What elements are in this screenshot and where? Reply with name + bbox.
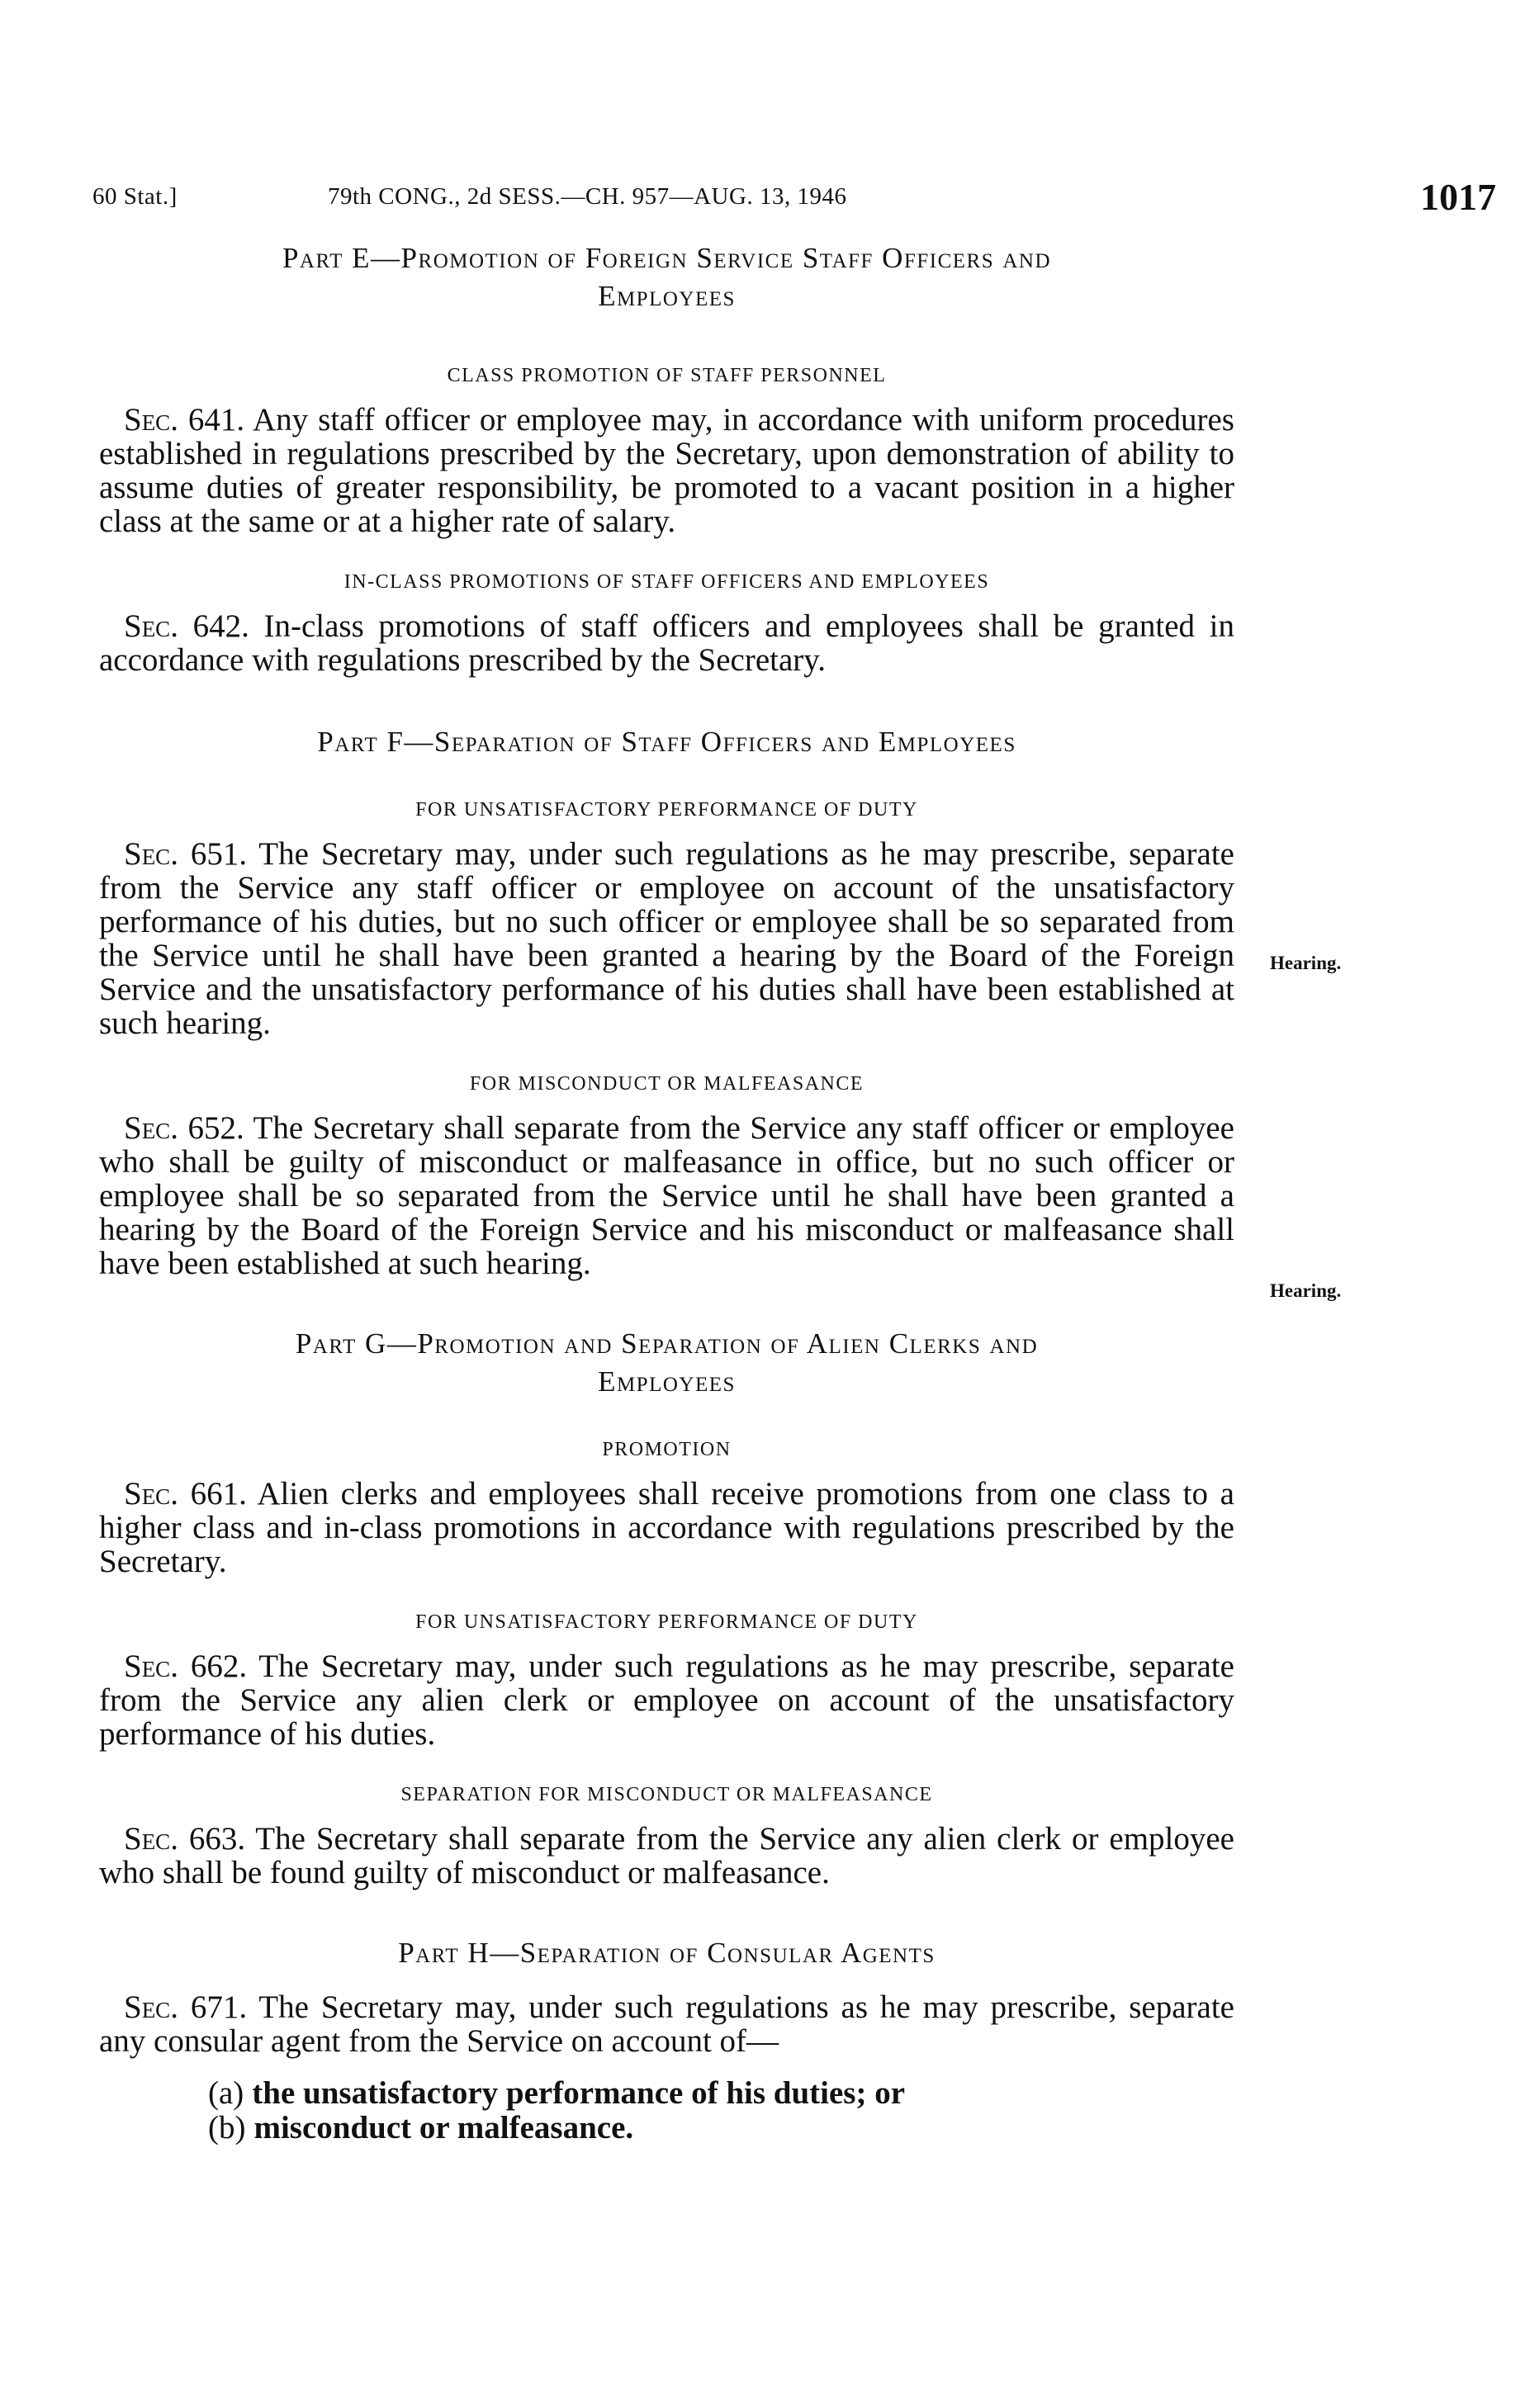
- item-a-text: the unsatisfactory performance of his duties; or: [252, 2075, 906, 2111]
- running-head: [92, 175, 1496, 225]
- page-number: 1017: [1420, 176, 1496, 218]
- volume-reference: 60 Stat.]: [92, 183, 178, 210]
- section-651-body: The Secretary may, under such regulations as he may prescribe, separate from the Service any staff officer or employee on account of the unsatisfactory performance of his duties, but no such officer or employee shall be so separated from the Service until he shall have been granted a hearing by the Board of the Foreign Service and the unsatisfactory performance of his duties shall have been established at such hearing.: [99, 836, 1234, 1041]
- section-651-label: Sec. 651.: [124, 836, 248, 872]
- section-641-heading: CLASS PROMOTION OF STAFF PERSONNEL: [447, 365, 887, 386]
- section-671-item-b: [99, 2111, 1234, 2145]
- item-b-text: misconduct or malfeasance.: [253, 2110, 634, 2145]
- section-652-text: [99, 1111, 1234, 1280]
- item-b-mark: (b): [208, 2110, 246, 2145]
- part-g-title-line1: Part G—Promotion and Separation of Alien Clerks and: [295, 1327, 1039, 1360]
- section-671-body: The Secretary may, under such regulations as he may prescribe, separate any consular agent from the Service on account of—: [99, 1989, 1234, 2059]
- section-671-label: Sec. 671.: [124, 1989, 248, 2025]
- section-652-heading: FOR MISCONDUCT OR MALFEASANCE: [469, 1073, 864, 1095]
- section-663-body: The Secretary shall separate from the Service any alien clerk or employee who shall be found guilty of misconduct or malfeasance.: [99, 1821, 1234, 1890]
- part-g-title-line2: Employees: [598, 1365, 736, 1398]
- section-651-heading: FOR UNSATISFACTORY PERFORMANCE OF DUTY: [415, 799, 918, 821]
- section-642-body: In-class promotions of staff officers and employees shall be granted in accordance with regulations prescribed by the Secretary.: [99, 608, 1235, 678]
- part-h-title: Part H—Separation of Consular Agents: [398, 1937, 936, 1969]
- part-e-title-line2: Employees: [598, 280, 736, 312]
- section-663-heading: SEPARATION FOR MISCONDUCT OR MALFEASANCE: [400, 1784, 933, 1805]
- margin-note-hearing-652: Hearing.: [1270, 1280, 1342, 1301]
- section-671-text: [99, 1990, 1234, 2058]
- section-663-text: [99, 1822, 1234, 1890]
- part-f-title: Part F—Separation of Staff Officers and Employees: [317, 726, 1016, 758]
- main-text: [99, 239, 1234, 2145]
- part-g-title: [132, 1325, 1201, 1401]
- item-a-mark: (a): [208, 2075, 244, 2111]
- section-662-body: The Secretary may, under such regulations as he may prescribe, separate from the Service any alien clerk or employee on account of the unsatisfactory performance of his duties.: [99, 1649, 1234, 1752]
- section-663-label: Sec. 663.: [124, 1821, 246, 1857]
- section-652-body: The Secretary shall separate from the Service any staff officer or employee who shall be guilty of misconduct or malfeasance in office, but no such officer or employee shall be so separated from the Service until he shall have been granted a hearing by the Board of the Foreign Service and his misconduct or malfeasance shall have been established at such hearing.: [99, 1110, 1234, 1281]
- section-642-heading: IN-CLASS PROMOTIONS OF STAFF OFFICERS AND EMPLOYEES: [343, 571, 990, 593]
- margin-note-hearing-651: Hearing.: [1270, 953, 1342, 973]
- section-661-heading: PROMOTION: [602, 1439, 732, 1460]
- section-642-label: Sec. 642.: [124, 608, 249, 644]
- part-e-title: [132, 239, 1201, 315]
- section-661-text: [99, 1477, 1234, 1578]
- part-e-title-line1: Part E—Promotion of Foreign Service Staff Officers and: [282, 242, 1052, 274]
- section-642-text: [99, 609, 1234, 677]
- section-652-label: Sec. 652.: [124, 1110, 244, 1146]
- section-641-label: Sec. 641.: [124, 402, 245, 438]
- section-641-body: Any staff officer or employee may, in accordance with uniform procedures established in regulations prescribed by the Secretary, upon demonstration of ability to assume duties of greater responsibility, be promoted to a vacant position in a higher class at the same or at a higher rate of salary.: [99, 402, 1234, 539]
- section-662-text: [99, 1649, 1234, 1751]
- section-651-text: [99, 837, 1234, 1040]
- section-671-item-a: [99, 2076, 1234, 2111]
- section-662-heading: FOR UNSATISFACTORY PERFORMANCE OF DUTY: [415, 1611, 918, 1633]
- section-661-body: Alien clerks and employees shall receive promotions from one class to a higher class and in-class promotions in accordance with regulations prescribed by the Secretary.: [99, 1476, 1234, 1579]
- section-661-label: Sec. 661.: [124, 1476, 247, 1512]
- session-reference: 79th CONG., 2d SESS.—CH. 957—AUG. 13, 1946: [328, 183, 847, 210]
- section-641-text: [99, 403, 1234, 538]
- section-662-label: Sec. 662.: [124, 1649, 248, 1684]
